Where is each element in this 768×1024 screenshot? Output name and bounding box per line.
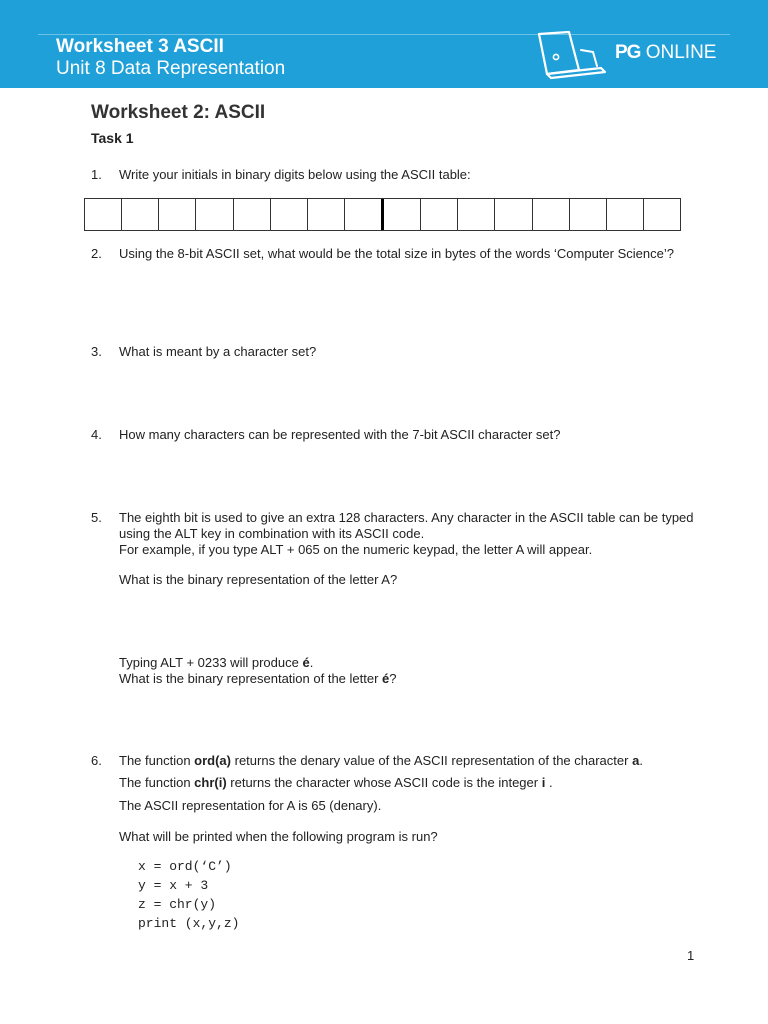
code-line: z = chr(y): [138, 897, 217, 912]
binary-cell[interactable]: [196, 199, 233, 230]
program-question: What will be printed when the following program is run?: [119, 829, 438, 844]
binary-cell[interactable]: [495, 199, 532, 230]
typing-end: .: [309, 655, 314, 670]
chr-description: [119, 775, 553, 791]
question-text: The eighth bit is used to give an extra 128 characters. Any character in the ASCII table can be typed using the ALT key in combination with its ASCII code.: [119, 510, 694, 541]
binary-cell[interactable]: [159, 199, 196, 230]
question-text: How many characters can be represented with the 7-bit ASCII character set?: [119, 427, 561, 442]
question-number: 2.: [91, 246, 102, 261]
question-text: Using the 8-bit ASCII set, what would be the total size in bytes of the words ‘Computer Science’?: [119, 246, 674, 261]
worksheet-title: Worksheet 2: ASCII: [91, 102, 266, 123]
var-i: i: [541, 775, 546, 790]
logo-rest-text: ONLINE: [645, 42, 717, 63]
text-segment: .: [545, 775, 553, 790]
question-1: [91, 167, 694, 183]
page-number: 1: [687, 948, 695, 963]
chr-function: chr(i): [194, 775, 227, 790]
question-3: [91, 344, 694, 360]
pg-online-logo: [535, 30, 735, 80]
binary-cell[interactable]: [421, 199, 458, 230]
question-5-ask-a: What is the binary representation of the letter A?: [119, 572, 398, 587]
question-example: For example, if you type ALT + 065 on the numeric keypad, the letter A will appear.: [119, 542, 593, 557]
binary-cell[interactable]: [607, 199, 644, 230]
question-5: [91, 510, 694, 558]
question-5-ask-e: [119, 671, 397, 687]
text-segment: returns the denary value of the ASCII representation of the character: [231, 753, 633, 768]
binary-cell[interactable]: [644, 199, 680, 230]
question-5-typing: [119, 655, 313, 671]
question-6: [91, 753, 694, 769]
logo-wordmark: [615, 42, 716, 64]
text-segment: The function: [119, 775, 195, 790]
binary-cell[interactable]: [122, 199, 159, 230]
binary-cell[interactable]: [384, 199, 421, 230]
code-line: x = ord(‘C’): [138, 859, 232, 874]
question-number: 4.: [91, 427, 102, 442]
var-a: a: [632, 753, 640, 768]
ord-function: ord(a): [194, 753, 231, 768]
code-line: print (x,y,z): [138, 916, 240, 931]
text-segment: .: [639, 753, 643, 768]
e-acute-char: é: [302, 655, 310, 670]
question-number: 1.: [91, 167, 102, 182]
question-4: [91, 427, 694, 443]
ask-e-text: What is the binary representation of the letter: [119, 671, 383, 686]
typing-text: Typing ALT + 0233 will produce: [119, 655, 303, 670]
header-title: Worksheet 3 ASCII: [56, 36, 224, 57]
question-number: 5.: [91, 510, 102, 525]
binary-cell[interactable]: [533, 199, 570, 230]
binary-cell[interactable]: [570, 199, 607, 230]
binary-cell[interactable]: [234, 199, 271, 230]
binary-cell[interactable]: [458, 199, 495, 230]
question-2: [91, 246, 694, 262]
logo-bold-text: PG: [615, 42, 641, 63]
code-line: y = x + 3: [138, 878, 209, 893]
header-subtitle: Unit 8 Data Representation: [56, 58, 286, 79]
binary-cell[interactable]: [345, 199, 384, 230]
binary-cell[interactable]: [271, 199, 308, 230]
question-number: 3.: [91, 344, 102, 359]
text-segment: returns the character whose ASCII code is the integer: [226, 775, 542, 790]
laptop-icon: [535, 30, 611, 80]
question-text: Write your initials in binary digits below using the ASCII table:: [119, 167, 471, 182]
binary-cell[interactable]: [308, 199, 345, 230]
binary-cell[interactable]: [85, 199, 122, 230]
ord-description: [119, 753, 694, 769]
ascii-a-note: The ASCII representation for A is 65 (denary).: [119, 798, 382, 813]
header-bar: [0, 0, 768, 88]
question-number: 6.: [91, 753, 102, 768]
ask-e-end: ?: [389, 671, 397, 686]
text-segment: The function: [119, 753, 195, 768]
binary-answer-grid: [84, 198, 681, 231]
e-acute-char: é: [382, 671, 390, 686]
question-text: What is meant by a character set?: [119, 344, 317, 359]
task-heading: Task 1: [91, 130, 134, 146]
